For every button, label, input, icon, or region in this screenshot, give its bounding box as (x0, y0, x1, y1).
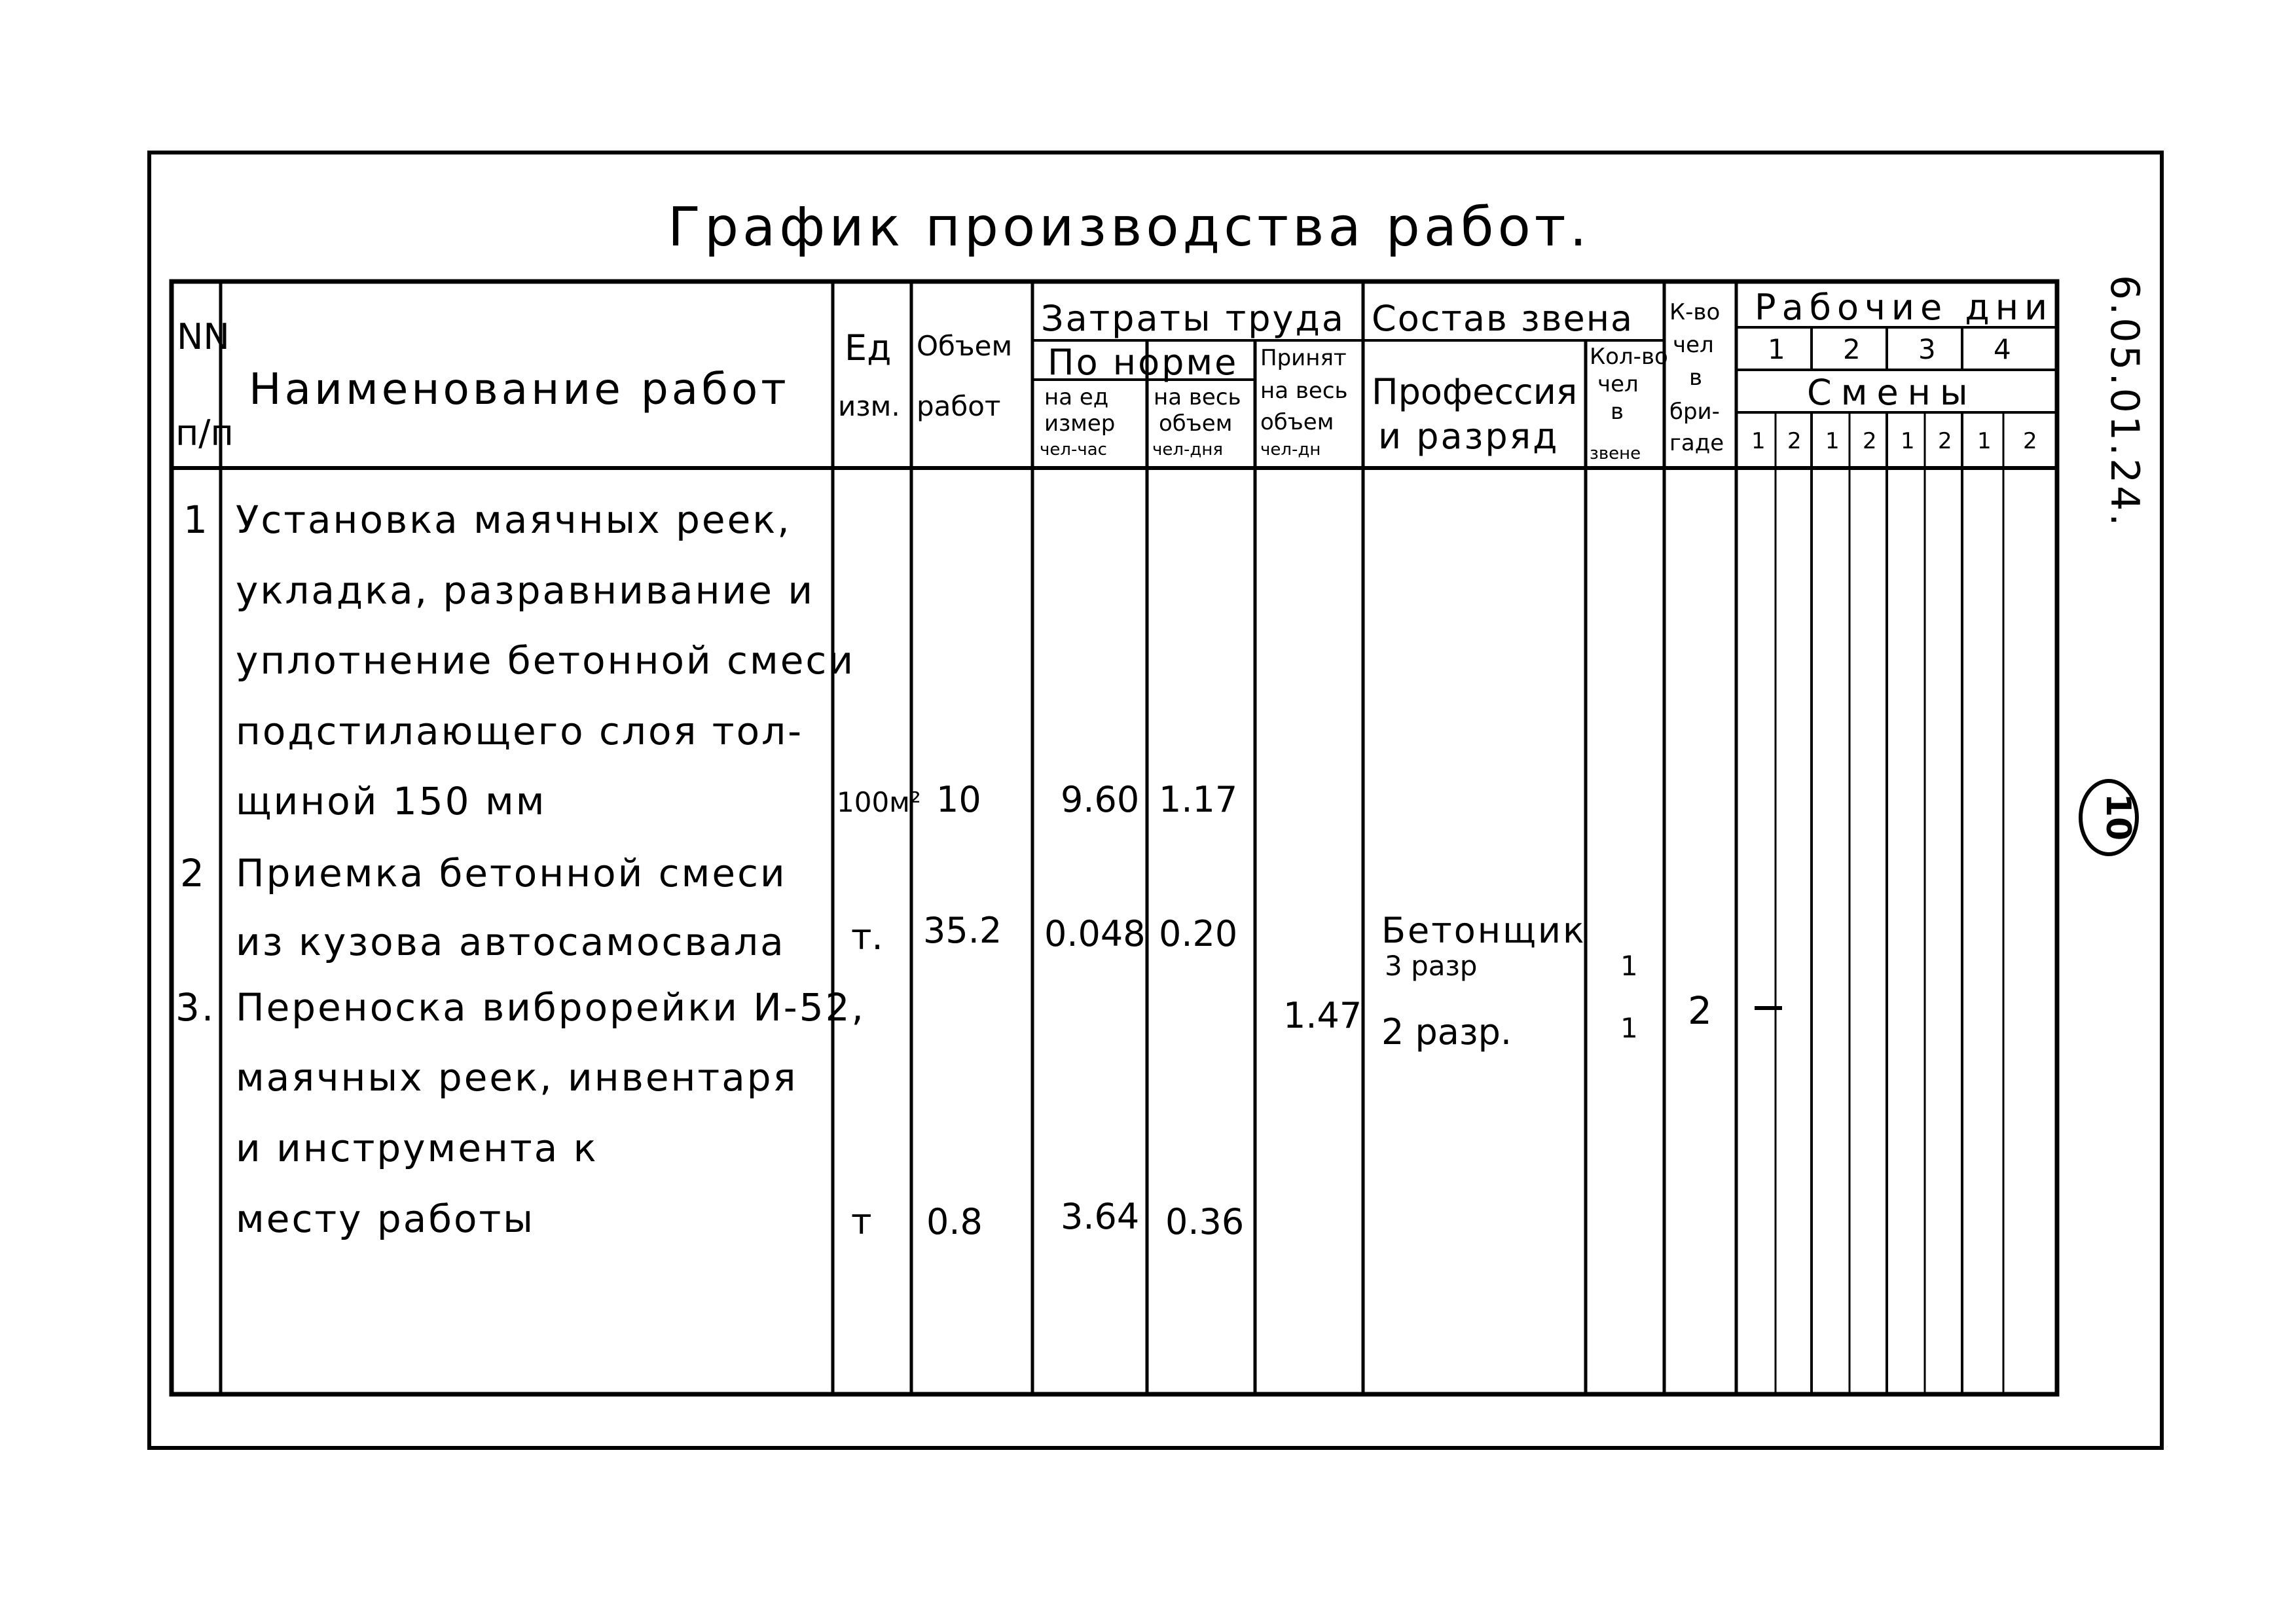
day-3: 3 (1918, 333, 1936, 365)
row-3-per-unit: 3.64 (1061, 1196, 1140, 1237)
header-accepted-4: чел-дн (1260, 440, 1321, 460)
header-accepted-2: на весь (1260, 378, 1348, 404)
row-1-text: подстилающего слоя тол- (236, 709, 804, 753)
sheet-number: 10 (2098, 793, 2138, 841)
accepted-total: 1.47 (1283, 995, 1362, 1036)
row-3-unit: т (851, 1201, 872, 1242)
header-accepted: Принят (1260, 345, 1347, 371)
header-unit: Ед (845, 327, 892, 369)
shift-num: 1 (1901, 428, 1915, 454)
header-per-unit: на ед (1044, 384, 1109, 410)
row-3-text: маячных реек, инвентаря (236, 1055, 798, 1100)
day-1: 1 (1768, 333, 1785, 365)
page-title: График производства работ. (668, 196, 1591, 259)
row-1-number: 1 (183, 497, 210, 542)
row-1-total: 1.17 (1159, 779, 1238, 820)
header-shifts: Смены (1807, 372, 1977, 413)
row-2-number: 2 (180, 851, 206, 895)
row-1-text: укладка, разравнивание и (236, 568, 815, 613)
header-per-unit-2: измер (1044, 410, 1116, 437)
count-grade-3: 1 (1620, 950, 1638, 982)
grade-3: 3 разр (1385, 950, 1478, 982)
count-grade-2: 1 (1620, 1012, 1638, 1044)
shift-num: 1 (1977, 428, 1992, 454)
header-count-link: Кол-во (1590, 344, 1668, 370)
header-nn: NN (177, 316, 230, 357)
header-total: на весь (1154, 384, 1241, 410)
header-count-link-2: чел (1597, 371, 1639, 397)
header-labor: Затраты труда (1041, 298, 1345, 339)
row-3-number: 3. (175, 985, 216, 1030)
header-profession: Профессия (1372, 371, 1578, 412)
header-by-norm: По норме (1048, 342, 1239, 383)
header-profession-2: и разряд (1378, 416, 1559, 457)
row-3-text: месту работы (236, 1197, 536, 1241)
header-count-brig-2: чел (1673, 332, 1714, 358)
row-2-unit: т. (851, 916, 883, 958)
shift-num: 1 (1751, 428, 1766, 454)
header-accepted-3: объем (1260, 409, 1334, 435)
row-2-per-unit: 0.048 (1044, 913, 1146, 954)
header-crew: Состав звена (1372, 298, 1634, 339)
day-4: 4 (1994, 333, 2011, 365)
day-2: 2 (1843, 333, 1861, 365)
header-pp: п/п (175, 412, 234, 454)
row-1-text: щиной 150 мм (236, 779, 547, 823)
header-name: Наименование работ (249, 364, 790, 414)
header-volume: Объем (917, 330, 1013, 362)
header-count-brig-5: гаде (1669, 430, 1724, 456)
shift-num: 1 (1825, 428, 1840, 454)
header-count-brig: К-во (1669, 299, 1721, 325)
row-1-text: уплотнение бетонной смеси (236, 638, 856, 683)
row-2-text: Приемка бетонной смеси (236, 851, 787, 895)
header-count-link-4: звене (1590, 444, 1641, 463)
shift-num: 2 (1787, 428, 1802, 454)
row-3-text: и инструмента к (236, 1126, 598, 1170)
row-2-volume: 35.2 (923, 910, 1002, 951)
header-total-2: объем (1159, 410, 1233, 437)
header-count-link-3: в (1611, 399, 1624, 425)
header-count-brig-3: в (1689, 365, 1703, 391)
brigade-count: 2 (1688, 988, 1714, 1033)
header-per-unit-3: чел-час (1040, 440, 1107, 460)
row-2-total: 0.20 (1159, 913, 1238, 954)
shift-num: 2 (2023, 428, 2037, 454)
header-workdays: Рабочие дни (1755, 287, 2054, 328)
row-1-volume: 10 (936, 779, 981, 820)
document-code: 6.05.01.24. (2102, 275, 2147, 529)
header-count-brig-4: бри- (1669, 399, 1720, 425)
row-1-unit: 100м² (837, 786, 921, 818)
header-unit-sub: изм. (838, 390, 900, 422)
row-3-total: 0.36 (1165, 1201, 1245, 1242)
header-total-3: чел-дня (1152, 440, 1223, 460)
shift-num: 2 (1938, 428, 1952, 454)
shift-num: 2 (1863, 428, 1877, 454)
row-3-text: Переноска виброрейки И-52, (236, 985, 866, 1030)
grade-2: 2 разр. (1381, 1011, 1512, 1053)
row-1-text: Установка маячных реек, (236, 497, 792, 542)
profession-concrete: Бетонщик (1381, 910, 1586, 951)
row-1-per-unit: 9.60 (1061, 779, 1140, 820)
row-3-volume: 0.8 (926, 1201, 983, 1242)
row-2-text: из кузова автосамосвала (236, 920, 786, 964)
header-volume-sub: работ (917, 390, 1001, 422)
